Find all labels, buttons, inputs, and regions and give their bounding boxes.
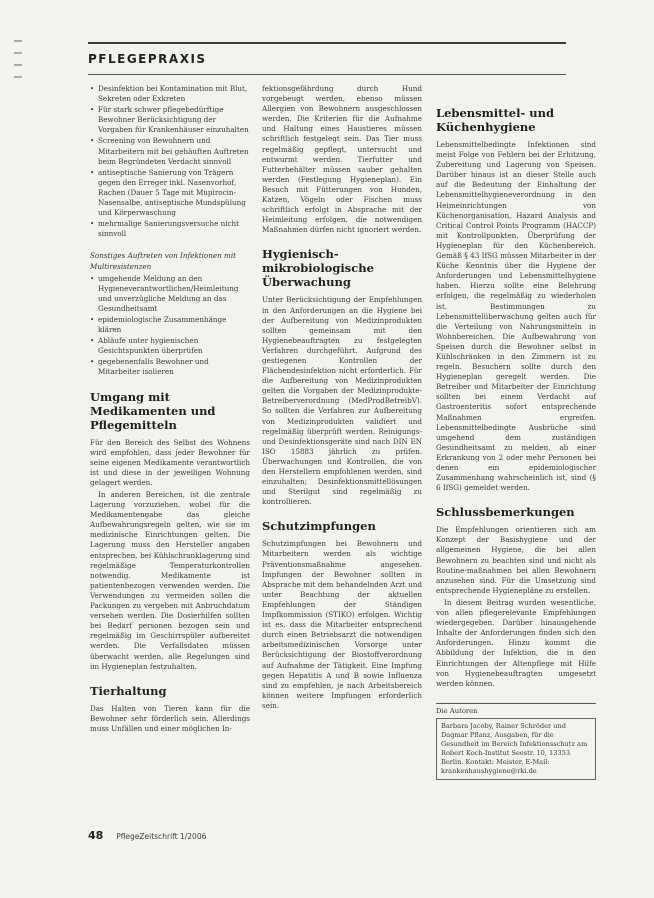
column-3: [436, 84, 596, 780]
list-item: • Screening von Bewohnern und Mitarbeitern mit bei gehäuften Auftreten beim Begründeten Verdacht sinnvoll: [90, 136, 250, 166]
paragraph: In diesem Beitrag wurden wesentliche, von allen pflegerelevante Empfehlungen wiedergegeben. Darüber hinausgehende Inhalte der Anforderungen finden sich den Anforderungen. Hinzu kommt die Abbildung der Infektion, die in den Einrichtungen der Altenpflege mit Hilfe von Hygienebeauftragten umgesetzt werden können.: [436, 597, 596, 688]
author-label: Die Autoren: [436, 706, 478, 715]
list-item: • antiseptische Sanierung von Trägern gegen den Erreger inkl. Nasenvorhof, Rachen (Dauer 5 Tage mit Mupirocin-Nasensalbe, antiseptische Mundspülung und Körperwaschung: [90, 168, 250, 218]
heading-monitoring: Hygienisch-mikrobiologische Überwachung: [262, 247, 374, 290]
paragraph: Lebensmittelbedingte Infektionen sind meist Folge von Fehlern bei der Erhitzung, Zubereitung und Lagerung von Speisen. Darüber hinaus ist an dieser Stelle auch auf die Bedeutung der Einhaltung der Lebensmittelhygieneverordnung in den Heimeinrichtungen von Küchenorganisation, Hazard Analysis and Critical Control Points Programm (HACCP) mit Kontrollpunkten, Überprüfung der Hygieneplan für den Küchenbereich. Gemäß § 43 IfSG müssen Mitarbeiter in der Küche Kenntnis über die Hygiene der Anforderungen und Lebensmittelhygiene haben. Hierzu sollte eine Belehrung erfolgen, die regelmäßig zu wiederholen ist. Bestimmungen zu Lebensmittelüberwachung gelten auch für die Verteilung von Nahrungsmitteln in Wohnbereichen. Die Aufbewahrung von Speisen durch die Bewohner selbst in Kühlschränken in den Zimmern ist zu regeln. Besuchern sollte durch den Hygieneplan geregelt werden. Die Betreiber und Mitarbeiter der Einrichtung sollten bei einem Verdacht auf Gastroenteritis sofort entsprechende Maßnahmen ergreifen. Lebensmittelbedingte Ausbrüche sind umgehend dem zuständigen Gesundheitsamt zu melden, ab einer Erkrankung von 2 oder mehr Personen bei denen ein epidemiologischer Zusammenhang wahrscheinlich ist, sind (§ 6 IfSG) gemeldet werden.: [436, 140, 596, 493]
paragraph: Das Halten von Tieren kann für die Bewohner sehr förderlich sein. Allerdings muss Unfällen und einer möglichen In-: [90, 703, 250, 733]
list-item: • Für stark schwer pflegebedürftige Bewohner Berücksichtigung der Vorgaben für Krankenhäuser einzuhalten: [90, 105, 250, 135]
column-1: [90, 84, 250, 736]
section-title: PFLEGEPRAXIS: [88, 52, 207, 66]
author-box: [436, 703, 596, 780]
page-number: 48: [88, 829, 104, 842]
list-item: • Desinfektion bei Kontamination mit Blut, Sekreten oder Exkreten: [90, 84, 250, 104]
header-underline: [88, 74, 566, 75]
author-text: Barbara Jacoby, Rainer Schröder und Dagmar Pflanz, Ausgaben, für die Gesundheit im Bereich Infektionsschutz am Robert Koch-Institut Seestr. 10, 13353 Berlin. Kontakt: Meister, E-Mail: krankenhaushygiene@rki.de: [436, 718, 596, 780]
heading-final-remarks: Schlussbemerkungen: [436, 505, 575, 520]
heading-food-hygiene: Lebensmittel- und Küchenhygiene: [436, 106, 554, 134]
heading-animals: Tierhaltung: [90, 683, 167, 698]
column-2: [262, 84, 422, 713]
list-item: • epidemiologische Zusammenhänge klären: [90, 315, 250, 335]
paragraph: Die Empfehlungen orientieren sich am Konzept der Basishygiene und der allgemeinen Hygiene, die bei allen Bewohnern zu beachten sind und nicht als Routine-maßnahmen bei allen Bewohnern anzusehen sind. Für die Umsetzung sind entsprechende Hygienepläne zu erstellen.: [436, 525, 596, 595]
bullet-list-bottom: [90, 274, 250, 378]
list-item: • umgehende Meldung an den Hygieneverantwortlichen/Heimleitung und unverzügliche Meldung an das Gesundheitsamt: [90, 274, 250, 314]
journal-name: PflegeZeitschrift 1/2006: [116, 832, 207, 841]
heading-vaccination: Schutzimpfungen: [262, 519, 376, 534]
list-item: • Abläufe unter hygienischen Gesichtspunkten überprüfen: [90, 336, 250, 356]
paragraph: In anderen Bereichen, ist die zentrale Lagerung vorzuziehen, wobei für die Medikamentengabe das gleiche Aufbewahrungsregeln gelten, wie sie im medizinische Einrichtungen gelten. Die Lagerung muss den Hersteller angaben entsprechen, bei Kühlschranklagerung sind regelmäßige Temperaturkontrollen notwendig. Medikamente ist patientenbezogen verwenden werden. Die Verwendungen zu vermeiden sollen die Packungen zu vergeben mit Anbruchdatum versehen werden. Die Dosierhilfen sollten bei Bedarf personen bezogen sein und regelmäßig im Geschirrspüler aufbereitet werden. Die Verfallsdaten müssen überwacht werden, alle Regelungen sind im Hygieneplan festzuhalten.: [90, 490, 250, 671]
paragraph: Für den Bereich des Selbst des Wohnens wird empfohlen, dass jeder Bewohner für seine eigenen Medikamente verantwortlich ist und diese in der jeweiligen Wohnung gelagert werden.: [90, 437, 250, 487]
subheading: Sonstiges Auftreten von Infektionen mit Multiresistenzen: [90, 251, 237, 271]
paragraph: Schutzimpfungen bei Bewohnern und Mitarbeitern werden als wichtige Präventionsmaßnahme angesehen. Impfungen der Bewohner sollten in Absprache mit dem behandelnden Arzt und unter Beachtung der aktuellen Empfehlungen der Ständigen Impfkommission (STIKO) erfolgen. Wichtig ist es, dass die Mitarbeiter entsprechend durch einen Betriebsarzt die notwendigen arbeitsmedizinischen Vorsorge unter Berücksichtigung der Biostoffverordnung auf Aufnahme der Tätigkeit. Eine Impfung gegen Hepatitis A und B sowie Influenza sind zu empfehlen, je nach Arbeitsbereich können weitere Impfungen erforderlich sein.: [262, 539, 422, 710]
header-rule: [88, 42, 566, 44]
bullet-list-top: [90, 84, 250, 239]
heading-medications: Umgang mit Medikamenten und Pflegemitteln: [90, 389, 216, 432]
list-item: • mehrmalige Sanierungsversuche nicht sinnvoll: [90, 219, 250, 239]
binder-marks: [14, 40, 26, 100]
list-item: • gegebenenfalls Bewohner und Mitarbeiter isolieren: [90, 357, 250, 377]
paragraph: Unter Berücksichtigung der Empfehlungen in den Anforderungen an die Hygiene bei der Aufbereitung von Medizinprodukten sollten gemeinsam mit den Hygienebeauftragten zu festgelegten Verfahren durchgeführt. Aufgrund des gestiegenen Kontrollen der Flächendesinfektion nicht erforderlich. Für die Aufbereitung von Medizinprodukten gelten die Vorgaben der Medizinprodukte-Betreiberverordnung (MedProdBetreibV). So sollten die Verfahren zur Aufbereitung von Medizinprodukten validiert und regelmäßig überprüft werden. Reinigungs- und Desinfektionsgeräte sind nach DIN EN ISO 15883 jährlich zu prüfen. Überwachungen und Kontrollen, die von den Herstellern empfohlenen werden, sind einzuhalten; Desinfektionsmittellösungen und Sterilgut sind regelmäßig zu kontrollieren.: [262, 295, 422, 507]
footer: [88, 829, 206, 842]
paragraph: fektionsgefährdung durch Hund vorgebeugt werden, ebenso müssen Allergien von Bewohnern ausgeschlossen werden. Die Kriterien für die Aufnahme und Haltung eines Haustieres müssen schriftlich festgelegt sein. Das Tier muss regelmäßig gepflegt, untersucht und entwurmt werden. Tierfutter und Futterbehälter müssen sauber gehalten werden (Festlegung Hygieneplan). Ein Besuch mit Fütterungen von Hunden, Katzen, Vögeln oder Fischen muss schriftlich erfolgt in Absprache mit der Heimleitung erfolgen, die notwendigen Maßnahmen dürfen nicht ignoriert werden.: [262, 84, 422, 235]
